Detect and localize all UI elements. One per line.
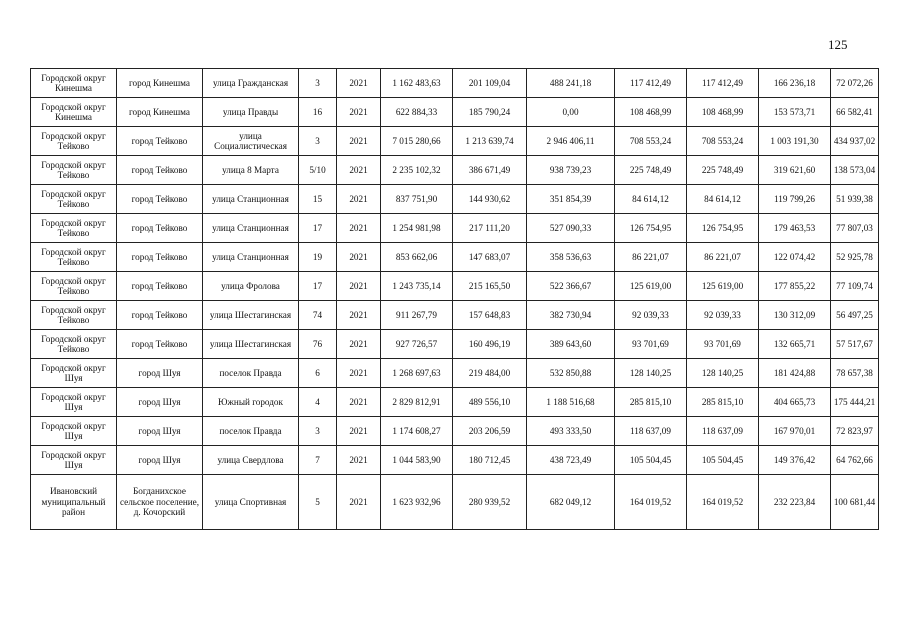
total-cost-cell: 927 726,57 [381,330,453,359]
settlement-cell: город Кинешма [117,69,203,98]
settlement-cell: город Тейково [117,127,203,156]
amount-cell-3: 93 701,69 [615,330,687,359]
amount-cell-4: 164 019,52 [687,475,759,530]
amount-cell-2: 389 643,60 [527,330,615,359]
year-cell: 2021 [337,388,381,417]
total-cost-cell: 1 044 583,90 [381,446,453,475]
total-cost-cell: 911 267,79 [381,301,453,330]
amount-cell-1: 201 109,04 [453,69,527,98]
house-number-cell: 17 [299,272,337,301]
amount-cell-6: 77 807,03 [831,214,879,243]
settlement-cell: город Шуя [117,388,203,417]
amount-cell-3: 84 614,12 [615,185,687,214]
municipality-cell: Городской округ Тейково [31,330,117,359]
table-row [31,272,879,301]
total-cost-cell: 622 884,33 [381,98,453,127]
total-cost-cell: 7 015 280,66 [381,127,453,156]
table-row [31,446,879,475]
municipality-cell: Городской округ Кинешма [31,98,117,127]
street-cell: улица Фролова [203,272,299,301]
house-number-cell: 74 [299,301,337,330]
year-cell: 2021 [337,301,381,330]
amount-cell-4: 108 468,99 [687,98,759,127]
street-cell: улица Шестагинская [203,330,299,359]
settlement-cell: город Тейково [117,272,203,301]
amount-cell-6: 100 681,44 [831,475,879,530]
amount-cell-5: 177 855,22 [759,272,831,301]
total-cost-cell: 1 174 608,27 [381,417,453,446]
amount-cell-6: 57 517,67 [831,330,879,359]
amount-cell-2: 493 333,50 [527,417,615,446]
municipality-cell: Городской округ Кинешма [31,69,117,98]
amount-cell-2: 0,00 [527,98,615,127]
amount-cell-6: 434 937,02 [831,127,879,156]
house-number-cell: 15 [299,185,337,214]
street-cell: улица Станционная [203,243,299,272]
table-row [31,301,879,330]
settlement-cell: город Тейково [117,301,203,330]
total-cost-cell: 1 623 932,96 [381,475,453,530]
table-row [31,417,879,446]
amount-cell-3: 125 619,00 [615,272,687,301]
amount-cell-6: 56 497,25 [831,301,879,330]
settlement-cell: город Тейково [117,243,203,272]
table-row [31,98,879,127]
house-number-cell: 6 [299,359,337,388]
page-number: 125 [828,37,848,52]
table-row [31,243,879,272]
municipality-cell: Городской округ Тейково [31,156,117,185]
amount-cell-6: 175 444,21 [831,388,879,417]
amount-cell-1: 157 648,83 [453,301,527,330]
total-cost-cell: 1 243 735,14 [381,272,453,301]
amount-cell-2: 351 854,39 [527,185,615,214]
amount-cell-5: 119 799,26 [759,185,831,214]
amount-cell-2: 682 049,12 [527,475,615,530]
amount-cell-2: 2 946 406,11 [527,127,615,156]
amount-cell-5: 153 573,71 [759,98,831,127]
settlement-cell: город Тейково [117,156,203,185]
street-cell: улица Свердлова [203,446,299,475]
total-cost-cell: 837 751,90 [381,185,453,214]
year-cell: 2021 [337,446,381,475]
street-cell: улица Станционная [203,185,299,214]
year-cell: 2021 [337,156,381,185]
year-cell: 2021 [337,359,381,388]
amount-cell-6: 77 109,74 [831,272,879,301]
year-cell: 2021 [337,98,381,127]
amount-cell-6: 138 573,04 [831,156,879,185]
municipality-cell: Городской округ Шуя [31,446,117,475]
amount-cell-4: 125 619,00 [687,272,759,301]
amount-cell-3: 164 019,52 [615,475,687,530]
house-number-cell: 3 [299,417,337,446]
street-cell: Южный городок [203,388,299,417]
amount-cell-3: 105 504,45 [615,446,687,475]
amount-cell-2: 488 241,18 [527,69,615,98]
house-number-cell: 3 [299,69,337,98]
year-cell: 2021 [337,330,381,359]
amount-cell-4: 128 140,25 [687,359,759,388]
municipality-cell: Городской округ Тейково [31,272,117,301]
amount-cell-1: 386 671,49 [453,156,527,185]
settlement-cell: Богданихское сельское поселение, д. Кочорский [117,475,203,530]
amount-cell-3: 128 140,25 [615,359,687,388]
amount-cell-3: 117 412,49 [615,69,687,98]
amount-cell-4: 708 553,24 [687,127,759,156]
amount-cell-3: 92 039,33 [615,301,687,330]
amount-cell-3: 225 748,49 [615,156,687,185]
amount-cell-6: 51 939,38 [831,185,879,214]
amount-cell-6: 64 762,66 [831,446,879,475]
amount-cell-1: 160 496,19 [453,330,527,359]
street-cell: улица 8 Марта [203,156,299,185]
street-cell: улица Спортивная [203,475,299,530]
street-cell: улица Правды [203,98,299,127]
amount-cell-3: 86 221,07 [615,243,687,272]
street-cell: улица Шестагинская [203,301,299,330]
amount-cell-4: 105 504,45 [687,446,759,475]
settlement-cell: город Кинешма [117,98,203,127]
amount-cell-5: 130 312,09 [759,301,831,330]
table-row [31,156,879,185]
settlement-cell: город Тейково [117,185,203,214]
amount-cell-1: 185 790,24 [453,98,527,127]
amount-cell-6: 66 582,41 [831,98,879,127]
amount-cell-6: 72 072,26 [831,69,879,98]
amount-cell-4: 92 039,33 [687,301,759,330]
year-cell: 2021 [337,243,381,272]
amount-cell-4: 285 815,10 [687,388,759,417]
amount-cell-1: 144 930,62 [453,185,527,214]
house-number-cell: 76 [299,330,337,359]
settlement-cell: город Шуя [117,359,203,388]
house-number-cell: 7 [299,446,337,475]
street-cell: поселок Правда [203,359,299,388]
settlement-cell: город Тейково [117,214,203,243]
table-row [31,330,879,359]
year-cell: 2021 [337,185,381,214]
year-cell: 2021 [337,127,381,156]
housing-repair-table [30,68,879,530]
amount-cell-3: 118 637,09 [615,417,687,446]
amount-cell-1: 280 939,52 [453,475,527,530]
amount-cell-1: 215 165,50 [453,272,527,301]
amount-cell-4: 126 754,95 [687,214,759,243]
municipality-cell: Ивановский муниципальный район [31,475,117,530]
table-row [31,388,879,417]
house-number-cell: 17 [299,214,337,243]
amount-cell-2: 382 730,94 [527,301,615,330]
table-row [31,475,879,530]
amount-cell-6: 52 925,78 [831,243,879,272]
year-cell: 2021 [337,417,381,446]
settlement-cell: город Шуя [117,446,203,475]
amount-cell-5: 132 665,71 [759,330,831,359]
total-cost-cell: 853 662,06 [381,243,453,272]
house-number-cell: 3 [299,127,337,156]
municipality-cell: Городской округ Тейково [31,214,117,243]
house-number-cell: 19 [299,243,337,272]
table-row [31,359,879,388]
amount-cell-4: 225 748,49 [687,156,759,185]
year-cell: 2021 [337,475,381,530]
amount-cell-1: 219 484,00 [453,359,527,388]
municipality-cell: Городской округ Тейково [31,243,117,272]
table-body [31,69,879,530]
municipality-cell: Городской округ Шуя [31,388,117,417]
amount-cell-1: 1 213 639,74 [453,127,527,156]
amount-cell-1: 147 683,07 [453,243,527,272]
amount-cell-4: 118 637,09 [687,417,759,446]
amount-cell-4: 117 412,49 [687,69,759,98]
street-cell: улица Станционная [203,214,299,243]
amount-cell-5: 122 074,42 [759,243,831,272]
amount-cell-2: 438 723,49 [527,446,615,475]
amount-cell-5: 149 376,42 [759,446,831,475]
amount-cell-5: 179 463,53 [759,214,831,243]
settlement-cell: город Тейково [117,330,203,359]
amount-cell-4: 86 221,07 [687,243,759,272]
street-cell: улица Социалистическая [203,127,299,156]
table-row [31,69,879,98]
amount-cell-5: 1 003 191,30 [759,127,831,156]
amount-cell-5: 181 424,88 [759,359,831,388]
municipality-cell: Городской округ Шуя [31,359,117,388]
total-cost-cell: 2 235 102,32 [381,156,453,185]
total-cost-cell: 2 829 812,91 [381,388,453,417]
year-cell: 2021 [337,69,381,98]
amount-cell-5: 319 621,60 [759,156,831,185]
municipality-cell: Городской округ Тейково [31,127,117,156]
total-cost-cell: 1 254 981,98 [381,214,453,243]
amount-cell-2: 358 536,63 [527,243,615,272]
table-row [31,185,879,214]
total-cost-cell: 1 162 483,63 [381,69,453,98]
amount-cell-5: 166 236,18 [759,69,831,98]
house-number-cell: 5 [299,475,337,530]
house-number-cell: 4 [299,388,337,417]
amount-cell-3: 108 468,99 [615,98,687,127]
amount-cell-2: 532 850,88 [527,359,615,388]
amount-cell-2: 938 739,23 [527,156,615,185]
amount-cell-3: 285 815,10 [615,388,687,417]
amount-cell-3: 708 553,24 [615,127,687,156]
amount-cell-1: 489 556,10 [453,388,527,417]
amount-cell-5: 232 223,84 [759,475,831,530]
amount-cell-3: 126 754,95 [615,214,687,243]
amount-cell-4: 84 614,12 [687,185,759,214]
municipality-cell: Городской округ Тейково [31,185,117,214]
table-row [31,127,879,156]
year-cell: 2021 [337,272,381,301]
amount-cell-5: 167 970,01 [759,417,831,446]
street-cell: улица Гражданская [203,69,299,98]
amount-cell-1: 217 111,20 [453,214,527,243]
amount-cell-4: 93 701,69 [687,330,759,359]
settlement-cell: город Шуя [117,417,203,446]
amount-cell-2: 1 188 516,68 [527,388,615,417]
amount-cell-1: 180 712,45 [453,446,527,475]
municipality-cell: Городской округ Тейково [31,301,117,330]
amount-cell-2: 527 090,33 [527,214,615,243]
house-number-cell: 16 [299,98,337,127]
amount-cell-1: 203 206,59 [453,417,527,446]
table-row [31,214,879,243]
year-cell: 2021 [337,214,381,243]
street-cell: поселок Правда [203,417,299,446]
amount-cell-2: 522 366,67 [527,272,615,301]
amount-cell-6: 78 657,38 [831,359,879,388]
amount-cell-6: 72 823,97 [831,417,879,446]
total-cost-cell: 1 268 697,63 [381,359,453,388]
house-number-cell: 5/10 [299,156,337,185]
municipality-cell: Городской округ Шуя [31,417,117,446]
amount-cell-5: 404 665,73 [759,388,831,417]
